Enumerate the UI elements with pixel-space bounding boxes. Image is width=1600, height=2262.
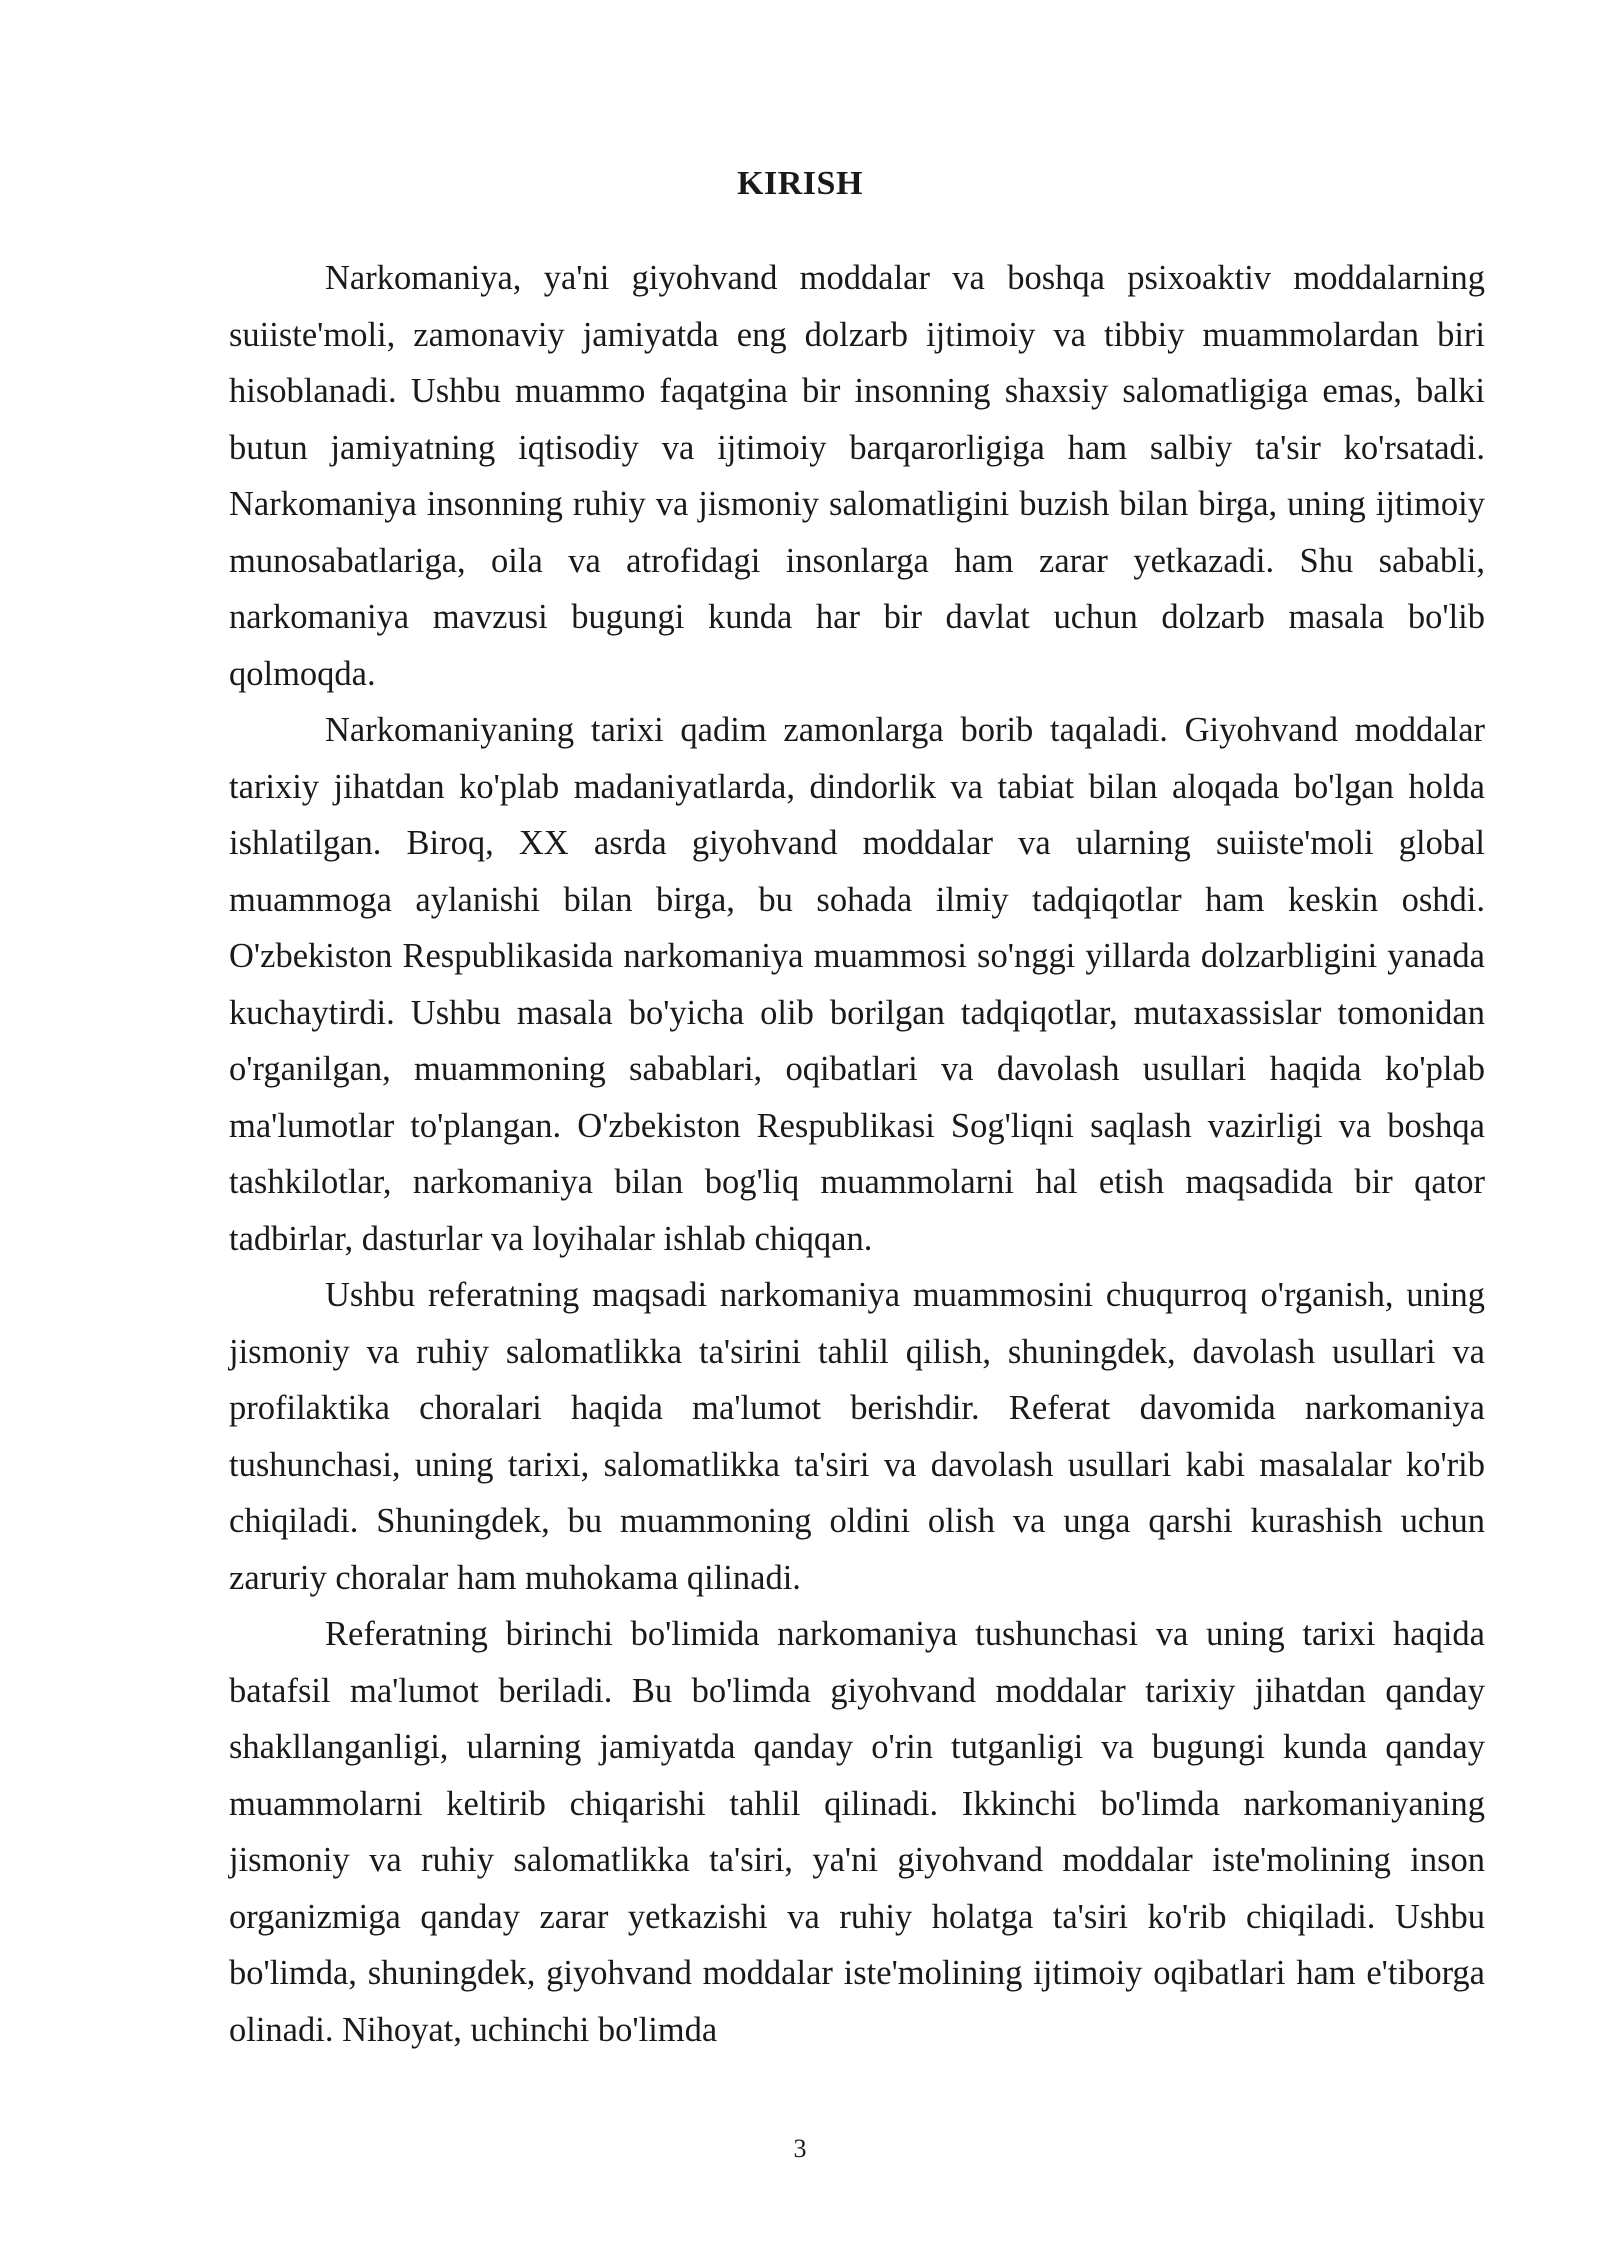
paragraph-4: Referatning birinchi bo'limida narkomaniya tushunchasi va uning tarixi haqida batafsil ma'lumot beriladi. Bu bo'limda giyohvand moddalar tarixiy jihatdan qanday shakllanganligi, ularning jamiyatda qanday o'rin tutganligi va bugungi kunda qanday muammolarni keltirib chiqarishi tahlil qilinadi. Ikkinchi bo'limda narkomaniyaning jismoniy va ruhiy salomatlikka ta'siri, ya'ni giyohvand moddalar iste'molining inson organizmiga qanday zarar yetkazishi va ruhiy holatga ta'siri ko'rib chiqiladi. Ushbu bo'limda, shuningdek, giyohvand moddalar iste'molining ijtimoiy oqibatlari ham e'tiborga olinadi. Nihoyat, uchinchi bo'limda (229, 1615, 1485, 2049)
paragraph-2: Narkomaniyaning tarixi qadim zamonlarga borib taqaladi. Giyohvand moddalar tarixiy jihatdan ko'plab madaniyatlarda, dindorlik va tabiat bilan aloqada bo'lgan holda ishlatilgan. Biroq, XX asrda giyohvand moddalar va ularning suiiste'moli global muammoga aylanishi bilan birga, bu sohada ilmiy tadqiqotlar ham keskin oshdi. O'zbekiston Respublikasida narkomaniya muammosi so'nggi yillarda dolzarbligini yanada kuchaytirdi. Ushbu masala bo'yicha olib borilgan tadqiqotlar, mutaxassislar tomonidan o'rganilgan, muammoning sabablari, oqibatlari va davolash usullari haqida ko'plab ma'lumotlar to'plangan. O'zbekiston Respublikasi Sog'liqni saqlash vazirligi va boshqa tashkilotlar, narkomaniya bilan bog'liq muammolarni hal etish maqsadida bir qator tadbirlar, dasturlar va loyihalar ishlab chiqqan. (229, 711, 1485, 1258)
paragraph-1: Narkomaniya, ya'ni giyohvand moddalar va boshqa psixoaktiv moddalarning suiiste'moli, zamonaviy jamiyatda eng dolzarb ijtimoiy va tibbiy muammolardan biri hisoblanadi. Ushbu muammo faqatgina bir insonning shaxsiy salomatligiga emas, balki butun jamiyatning iqtisodiy va ijtimoiy barqarorligiga ham salbiy ta'sir ko'rsatadi. Narkomaniya insonning ruhiy va jismoniy salomatligini buzish bilan birga, uning ijtimoiy munosabatlariga, oila va atrofidagi insonlarga ham zarar yetkazadi. Shu sababli, narkomaniya mavzusi bugungi kunda har bir davlat uchun dolzarb masala bo'lib qolmoqda. (229, 259, 1485, 693)
body-text (229, 250, 1485, 2058)
page-number: 3 (793, 2134, 807, 2163)
page-title: KIRISH (737, 165, 863, 202)
paragraph-3: Ushbu referatning maqsadi narkomaniya muammosini chuqurroq o'rganish, uning jismoniy va ruhiy salomatlikka ta'sirini tahlil qilish, shuningdek, davolash usullari va profilaktika choralari haqida ma'lumot berishdir. Referat davomida narkomaniya tushunchasi, uning tarixi, salomatlikka ta'siri va davolash usullari kabi masalalar ko'rib chiqiladi. Shuningdek, bu muammoning oldini olish va unga qarshi kurashish uchun zaruriy choralar ham muhokama qilinadi. (229, 1276, 1485, 1597)
